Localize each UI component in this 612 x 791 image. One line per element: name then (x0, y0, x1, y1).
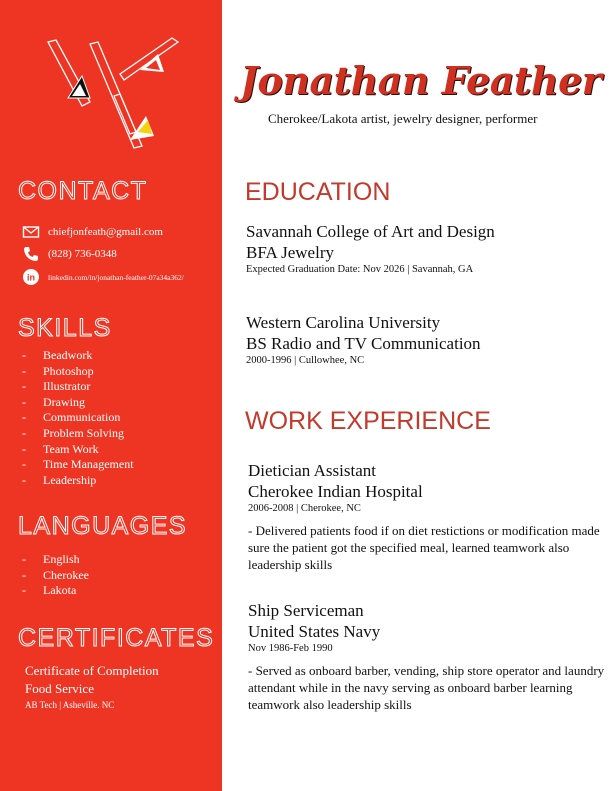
list-item: - Drawing (22, 394, 85, 409)
list-item: - Time Management (22, 457, 134, 472)
certificate-line2: Food Service (25, 681, 94, 696)
certificate-line1: Certificate of Completion (25, 663, 159, 678)
email-text[interactable]: chiefjonfeath@gmail.com (48, 226, 163, 238)
list-item: - English (22, 552, 80, 566)
linkedin-text[interactable]: linkedin.com/in/jonathan-feather-07a34a362/ (48, 272, 184, 282)
envelope-icon (22, 223, 40, 241)
school-name: Western Carolina University (246, 313, 441, 332)
education-meta: 2000-1996 | Cullowhee, NC (246, 355, 365, 366)
job-meta: 2006-2008 | Cherokee, NC (248, 503, 361, 514)
contact-heading: CONTACT (18, 177, 148, 205)
job-title: Dietician Assistant (248, 461, 376, 480)
linkedin-icon (22, 268, 40, 286)
list-item: - Photoshop (22, 363, 94, 378)
phone-row[interactable] (22, 245, 117, 263)
job-meta: Nov 1986-Feb 1990 (248, 643, 333, 654)
certificate-meta: AB Tech | Asheville. NC (25, 700, 115, 710)
education-heading: EDUCATION (245, 178, 391, 206)
list-item: - Beadwork (22, 348, 93, 362)
job-org: Cherokee Indian Hospital (248, 482, 423, 501)
job-description: - Delivered patients food if on diet restictions or modification made sure the patient got the specified meal, learned teamwork also leadership skills (248, 523, 600, 572)
work-entry (248, 460, 608, 573)
education-entry (246, 221, 495, 277)
list-item: - Team Work (22, 441, 99, 456)
certificate-entry (25, 662, 159, 712)
list-item: - Lakota (22, 583, 77, 598)
education-meta: Expected Graduation Date: Nov 2026 | Savannah, GA (246, 264, 474, 275)
degree-name: BFA Jewelry (246, 243, 334, 262)
svg-text:in: in (27, 272, 35, 283)
work-entry (248, 600, 608, 713)
skills-heading: SKILLS (18, 314, 112, 342)
email-row[interactable] (22, 223, 163, 241)
school-name: Savannah College of Art and Design (246, 222, 495, 241)
tagline: Cherokee/Lakota artist, jewelry designer, performer (268, 111, 538, 126)
skills-list (22, 348, 134, 488)
languages-heading: LANGUAGES (18, 512, 188, 540)
work-heading: WORK EXPERIENCE (245, 407, 491, 435)
list-item: - Illustrator (22, 379, 91, 394)
education-entry (246, 312, 481, 368)
feather-logo-icon (40, 36, 180, 156)
job-title: Ship Serviceman (248, 601, 364, 620)
person-name: Jonathan Feather (240, 58, 602, 103)
list-item: - Problem Solving (22, 425, 125, 440)
phone-icon (22, 245, 40, 263)
degree-name: BS Radio and TV Communication (246, 334, 481, 353)
job-org: United States Navy (248, 622, 381, 641)
certificates-heading: CERTIFICATES (18, 624, 215, 652)
sidebar (0, 0, 222, 791)
list-item: - Cherokee (22, 567, 89, 582)
job-description: - Served as onboard barber, vending, ship store operator and laundry attendant while in the navy serving as onboard barber learning teamwork also leadership skills (248, 663, 605, 712)
list-item: - Communication (22, 410, 121, 425)
languages-list (22, 552, 89, 599)
phone-text[interactable]: (828) 736-0348 (48, 248, 117, 260)
list-item: - Leadership (22, 472, 97, 487)
linkedin-row[interactable] (22, 268, 184, 286)
